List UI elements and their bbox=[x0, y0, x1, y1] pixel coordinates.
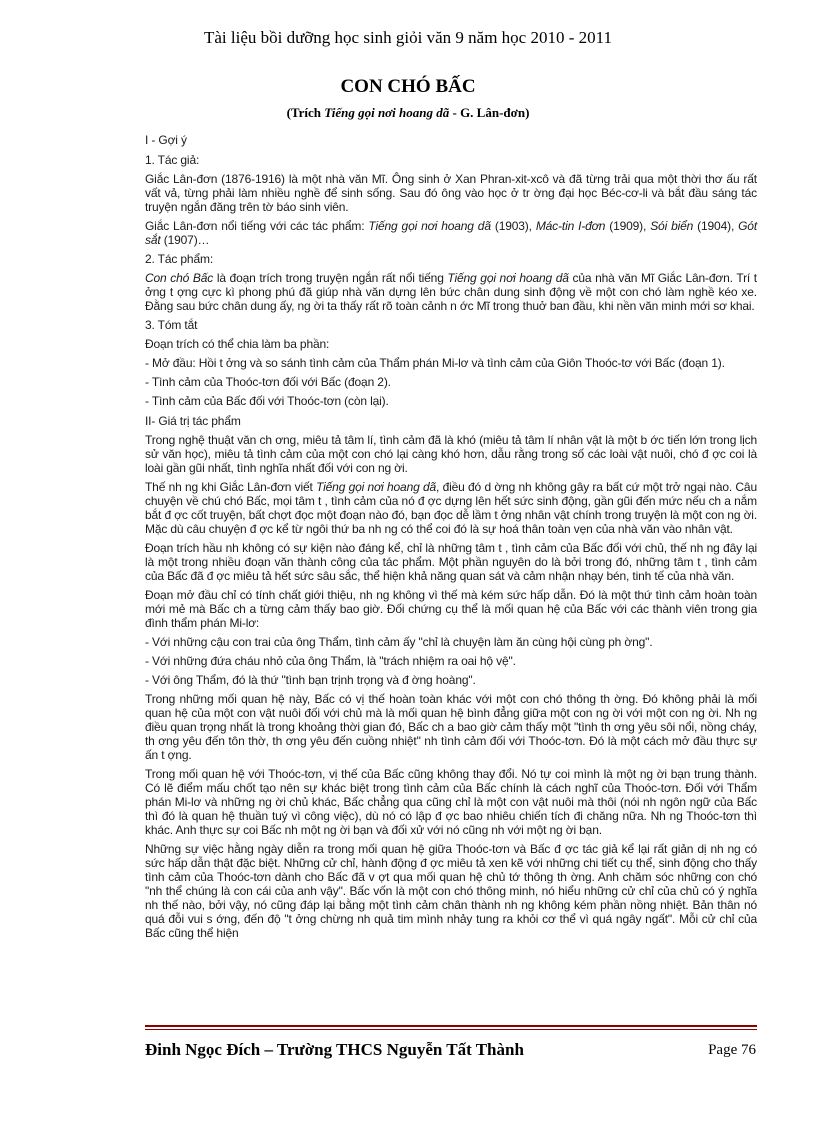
section2-heading: II- Giá trị tác phẩm bbox=[145, 414, 241, 428]
subtitle-rest: - G. Lân-đơn) bbox=[449, 105, 530, 120]
work-year-2: (1909), bbox=[605, 219, 651, 233]
summary-item-1: - Mở đầu: Hồi t ởng và so sánh tình cảm của Thẩm phán Mi-lơ và tình cảm của Giôn Thoóc-tơ với Bấc (đoạn 1). bbox=[145, 356, 725, 370]
document-title: CON CHÓ BẤC bbox=[340, 76, 476, 97]
bullet-1: - Với những cậu con trai của ông Thẩm, tình cảm ấy "chỉ là chuyện làm ăn cùng hội cùng ph ờng". bbox=[145, 635, 653, 649]
subtitle-work: Tiếng gọi nơi hoang dã bbox=[324, 105, 450, 120]
value-paragraph-5: Trong những mối quan hệ này, Bấc có vị thế hoàn toàn khác với một con chó thông th ờng. Đó không phải là mối quan hệ của một con vật nuôi đối với chủ mà là mối quan hệ bình đẳng giữa một con ng ời với một con ng ời. Nh ng điều quan trọng nhất là trong khoảng thời gian đó, Bấc ch a bao giờ cảm thấy một "tình th ơng yêu sôi nổi, nồng cháy, th ơng yêu đến tôn thờ, th ơng yêu đến cuồng nhiệt" nh tình cảm đối với Thoóc-tơn. Đó là một cách mở đầu thực sự ấn t ợng. bbox=[145, 692, 757, 762]
document-body bbox=[145, 133, 757, 945]
work-p1-text-b: là đoạn trích trong truyện ngắn rất nổi tiếng bbox=[213, 271, 448, 285]
footer-divider bbox=[145, 1025, 757, 1027]
work-year-3: (1904), bbox=[693, 219, 739, 233]
author-paragraph-2 bbox=[145, 219, 757, 247]
value-paragraph-1: Trong nghệ thuật văn ch ơng, miêu tả tâm lí, tình cảm đã là khó (miêu tả tâm lí nhân vật là một b ớc tiến lớn trong lịch sử văn học), miêu tả tình cảm của một con chó lại càng khó hơn, dẫu rằng trong số các loài vật nuôi, chó đ ợc coi là loài gần gũi nhất, tình nghĩa nhất đối với con ng ời. bbox=[145, 433, 757, 475]
summary-item-3: - Tình cảm của Bấc đối với Thoóc-tơn (còn lại). bbox=[145, 394, 389, 408]
page-number: Page 76 bbox=[708, 1042, 756, 1058]
value-paragraph-7: Những sự việc hằng ngày diễn ra trong mối quan hệ giữa Thoóc-tơn và Bấc đ ợc tác giả kể lại rất giản dị nh ng có sức hấp dẫn thật đặc biệt. Những cử chỉ, hành động đ ợc miêu tả xen kẽ với những chi tiết cụ thể, sinh động cho thấy tình cảm của Thoóc-tơn dành cho Bấc đã v ợt qua mối quan hệ chủ tớ thông th ờng. Anh chăm sóc những con chó "nh thể chúng là con cái của anh vậy". Bấc vốn là một con chó thông minh, nó hiểu những cử chỉ của chủ có ý nghĩa nh thế nào, bởi vậy, nó cũng đáp lại bằng một tình cảm chân thành nh ng không kém phần nồng nhiệt. Bản thân nó quá đỗi vui s ớng, đến độ "t ởng chừng nh quả tim mình nhảy tung ra khỏi cơ thể vì quá ngây ngất". Mỗi cử chỉ của Bấc cũng thể hiện bbox=[145, 842, 757, 940]
page-header: Tài liệu bồi dưỡng học sinh giỏi văn 9 năm học 2010 - 2011 bbox=[203, 28, 613, 47]
value-paragraph-2 bbox=[145, 480, 757, 536]
footer-author: Đinh Ngọc Đích – Trường THCS Nguyễn Tất Thành bbox=[145, 1040, 524, 1059]
summary-intro: Đoạn trích có thể chia làm ba phần: bbox=[145, 337, 330, 351]
work-heading: 2. Tác phẩm: bbox=[145, 252, 214, 266]
footer-divider-thin bbox=[145, 1029, 757, 1030]
work-title-4: Gót sắt bbox=[145, 219, 758, 247]
value-p2-c: , điều đó d ờng nh không gây ra bất cứ một trở ngại nào. Câu chuyện về chú chó Bấc, mọi tâm t , tình cảm của nó đ ợc dựng lên hết sức sinh động, gần gũi đến mức nếu ch a nắm bắt đ ợc cốt truyện, bất chợt đọc một đoạn nào đó, bạn đọc dễ lầm t ởng nhân vật chính trong truyện là một con ng ời. Mặc dù câu chuyện đ ợc kể từ ngôi thứ ba nh ng có thể coi đó là sự hoá thân toàn vẹn của nhà văn vào nhân vật. bbox=[145, 480, 757, 536]
value-paragraph-4: Đoạn mở đầu chỉ có tính chất giới thiệu, nh ng không vì thế mà kém sức hấp dẫn. Đó là một thứ tình cảm hoàn toàn mới mẻ mà Bấc ch a từng cảm thấy bao giờ. Đối chứng cụ thể là mối quan hệ của Bấc với các thành viên trong gia đình thẩm phán Mi-lơ: bbox=[145, 588, 757, 630]
subtitle-open: (Trích bbox=[286, 105, 325, 120]
work-paragraph bbox=[145, 271, 757, 313]
bullet-2: - Với những đứa cháu nhỏ của ông Thẩm, là "trách nhiệm ra oai hộ vệ". bbox=[145, 654, 516, 668]
work-year-1: (1903), bbox=[490, 219, 536, 233]
value-p2-a: Thế nh ng khi Giắc Lân-đơn viết bbox=[145, 480, 317, 494]
work-title-1: Tiếng gọi nơi hoang dã bbox=[368, 219, 491, 233]
work-title-3: Sói biển bbox=[650, 219, 694, 233]
value-paragraph-6: Trong mối quan hệ với Thoóc-tơn, vị thế của Bấc cũng không thay đổi. Nó tự coi mình là một ng ời bạn trung thành. Có lẽ điểm mấu chốt tạo nên sự khác biệt trong tình cảm của Bấc chính là cách nghĩ của Thoóc-tơn. Đối với Thẩm phán Mi-lơ và những ng ời chủ khác, Bấc chẳng qua cũng chỉ là một con vật nuôi mà thôi (nói nh ngôn ngữ của Bấc thì đó là quan hệ thuần tuý vì công việc), dù nó có lập đ ợc bao nhiêu chiến tích đi chăng nữa. Nh ng Thoóc-tơn thì khác. Anh thực sự coi Bấc nh một ng ời bạn và đối xử với nó cũng nh với một ng ời bạn. bbox=[145, 767, 757, 837]
work-p1-text-d: của nhà văn Mĩ Giắc Lân-đơn. Trí t ởng t ợng cực kì phong phú đã giúp nhà văn dựng lên bức chân dung sinh động về một con chó làm nghề kéo xe. Đằng sau bức chân dung ấy, ng ời ta thấy rất rõ toàn cảnh n ớc Mĩ trong thuở ban đầu, khi nền văn minh mới sơ khai. bbox=[145, 271, 757, 313]
work-p1-title-c: Tiếng gọi nơi hoang dã bbox=[447, 271, 569, 285]
author-heading: 1. Tác giả: bbox=[145, 153, 200, 167]
value-p2-title: Tiếng gọi nơi hoang dã bbox=[316, 480, 437, 494]
value-paragraph-3: Đoạn trích hầu nh không có sự kiện nào đáng kể, chỉ là những tâm t , tình cảm của Bấc đối với chủ, thế nh ng đây lại là một trong nhiều đoạn văn thành công của tác phẩm. Một phần nguyên do là bởi trong đó, những tâm t , tình cảm của Bấc đã đ ợc miêu tả hết sức sâu sắc, thể hiện khả năng quan sát và cảm nhận nhạy bén, tinh tế của nhà văn. bbox=[145, 541, 757, 583]
work-year-4: (1907)… bbox=[160, 233, 210, 247]
section1-heading: I - Gợi ý bbox=[145, 133, 187, 147]
work-title-2: Mác-tin I-đơn bbox=[535, 219, 606, 233]
bullet-3: - Với ông Thẩm, đó là thứ "tình bạn trịnh trọng và đ ờng hoàng". bbox=[145, 673, 476, 687]
document-subtitle bbox=[0, 105, 816, 121]
summary-heading: 3. Tóm tắt bbox=[145, 318, 198, 332]
author-paragraph-1: Giắc Lân-đơn (1876-1916) là một nhà văn Mĩ. Ông sinh ở Xan Phran-xit-xcô và đã từng trải qua một thời thơ ấu rất vất vả, từng phải làm nhiều nghề để sinh sống. Sau đó ông vào học ở tr ờng đại học Béc-cơ-li và bắt đầu sáng tác truyện ngắn đăng trên tờ báo sinh viên. bbox=[145, 172, 757, 214]
work-p1-title: Con chó Bấc bbox=[145, 271, 214, 285]
summary-item-2: - Tình cảm của Thoóc-tơn đối với Bấc (đoạn 2). bbox=[145, 375, 391, 389]
author-p2-text: Giắc Lân-đơn nổi tiếng với các tác phẩm: bbox=[145, 219, 369, 233]
